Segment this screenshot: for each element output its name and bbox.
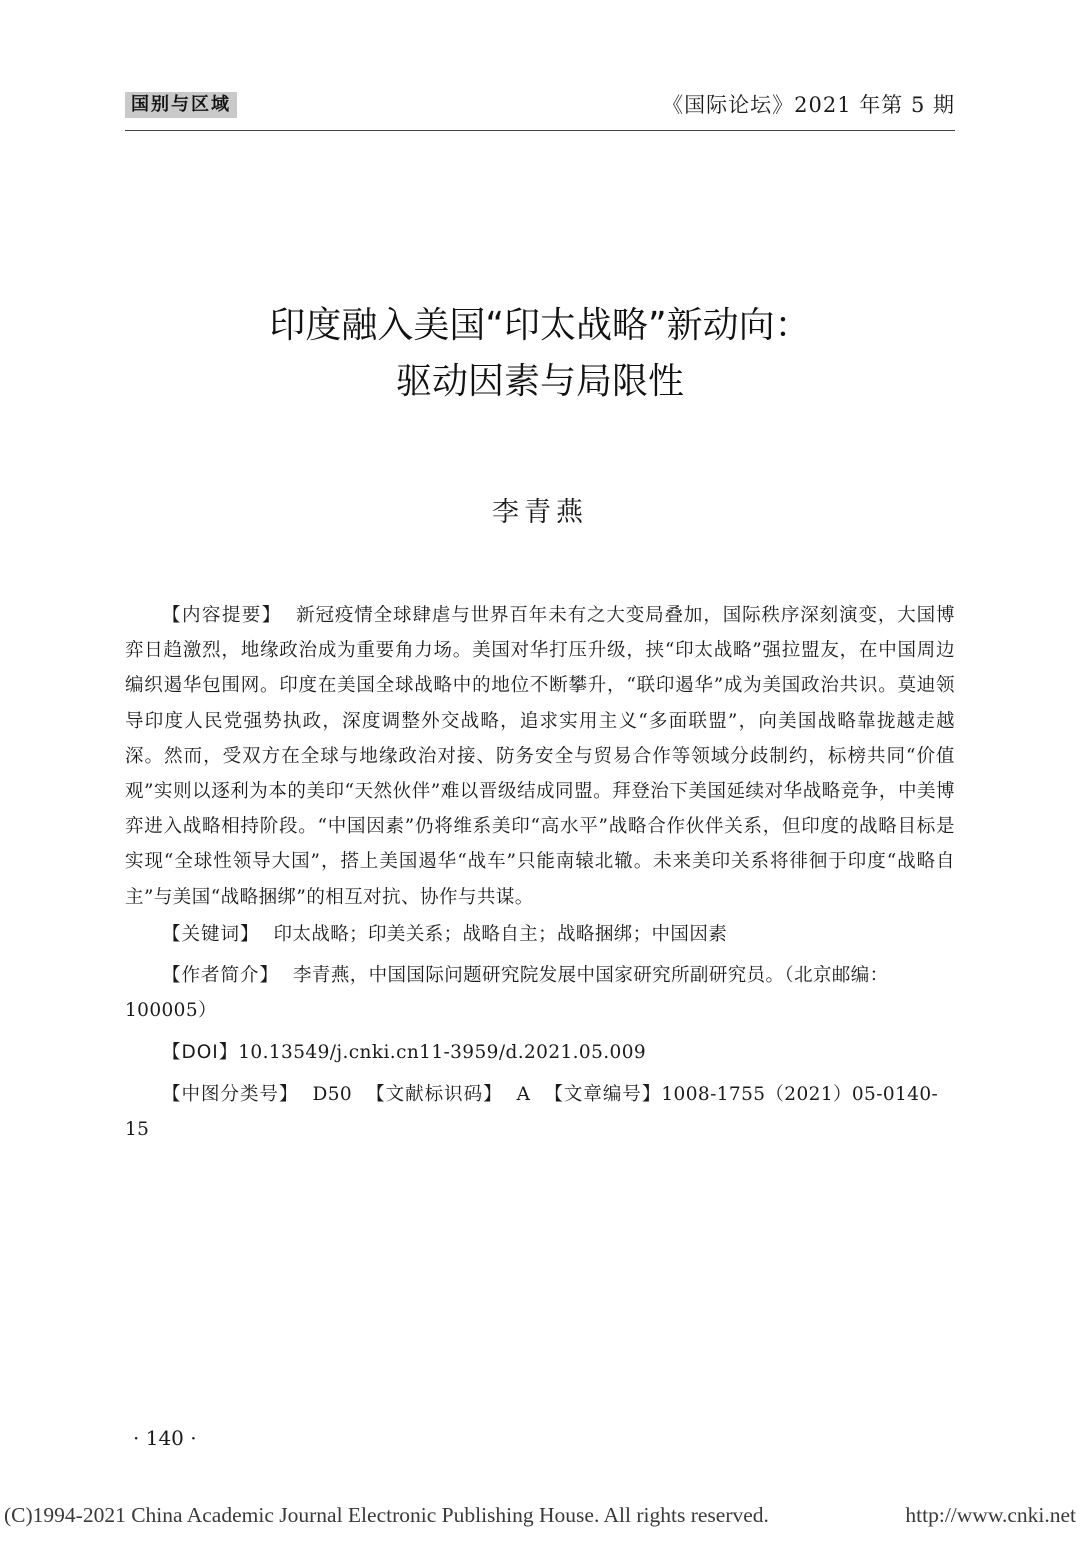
copyright-text: (C)1994-2021 China Academic Journal Electronic Publishing House. All rights reserved. [4, 1503, 769, 1527]
title-line-1: 印度融入美国“印太战略”新动向： [269, 305, 811, 346]
article-title [125, 298, 955, 410]
article-no-label: 【文章编号】 [544, 1083, 662, 1105]
doi-label: 【DOI】 [162, 1041, 239, 1063]
abstract-label: 【内容提要】 [162, 605, 282, 626]
keywords-label: 【关键词】 [162, 923, 260, 945]
page-number: · 140 · [133, 1426, 197, 1450]
doc-code-value: A [516, 1083, 531, 1105]
doi-value: 10.13549/j.cnki.cn11-3959/d.2021.05.009 [238, 1041, 647, 1063]
clc-value: D50 [312, 1083, 353, 1105]
abstract-block [125, 598, 955, 1147]
keywords-text: 印太战略；印美关系；战略自主；战略捆绑；中国因素 [273, 923, 728, 945]
classification [125, 1077, 955, 1147]
author-bio-label: 【作者简介】 [162, 964, 280, 986]
author-bio [125, 958, 955, 1028]
keywords [125, 917, 955, 952]
author-bio-text: 李青燕，中国国际问题研究院发展中国家研究所副研究员。（北京邮编：100005） [125, 964, 889, 1021]
clc-label: 【中图分类号】 [162, 1083, 299, 1105]
abstract [125, 598, 955, 915]
doi [125, 1035, 955, 1070]
author-name: 李青燕 [492, 497, 588, 528]
abstract-text: 新冠疫情全球肆虐与世界百年未有之大变局叠加，国际秩序深刻演变，大国博弈日趋激烈，地缘政治成为重要角力场。美国对华打压升级，挟“印太战略”强拉盟友，在中国周边编织遏华包围网。印度在美国全球战略中的地位不断攀升，“联印遏华”成为美国政治共识。莫迪领导印度人民党强势执政，深度调整外交战略，追求实用主义“多面联盟”，向美国战略靠拢越走越深。然而，受双方在全球与地缘政治对接、防务安全与贸易合作等领域分歧制约，标榜共同“价值观”实则以逐利为本的美印“天然伙伴”难以晋级结成同盟。拜登治下美国延续对华战略竞争，中美博弈进入战略相持阶段。“中国因素”仍将维系美印“高水平”战略合作伙伴关系，但印度的战略目标是实现“全球性领导大国”，搭上美国遏华“战车”只能南辕北辙。未来美印关系将徘徊于印度“战略自主”与美国“战略捆绑”的相互对抗、协作与共谋。 [125, 605, 955, 908]
article-no-value: 1008-1755（2021）05-0140-15 [125, 1083, 939, 1140]
header-rule [125, 130, 955, 131]
journal-issue: 《国际论坛》2021 年第 5 期 [662, 93, 955, 117]
title-line-2: 驱动因素与局限性 [395, 361, 684, 402]
running-header [125, 88, 955, 122]
cnki-url: http://www.cnki.net [905, 1503, 1076, 1527]
section-tag: 国别与区域 [125, 92, 237, 118]
doc-code-label: 【文献标识码】 [366, 1083, 503, 1105]
